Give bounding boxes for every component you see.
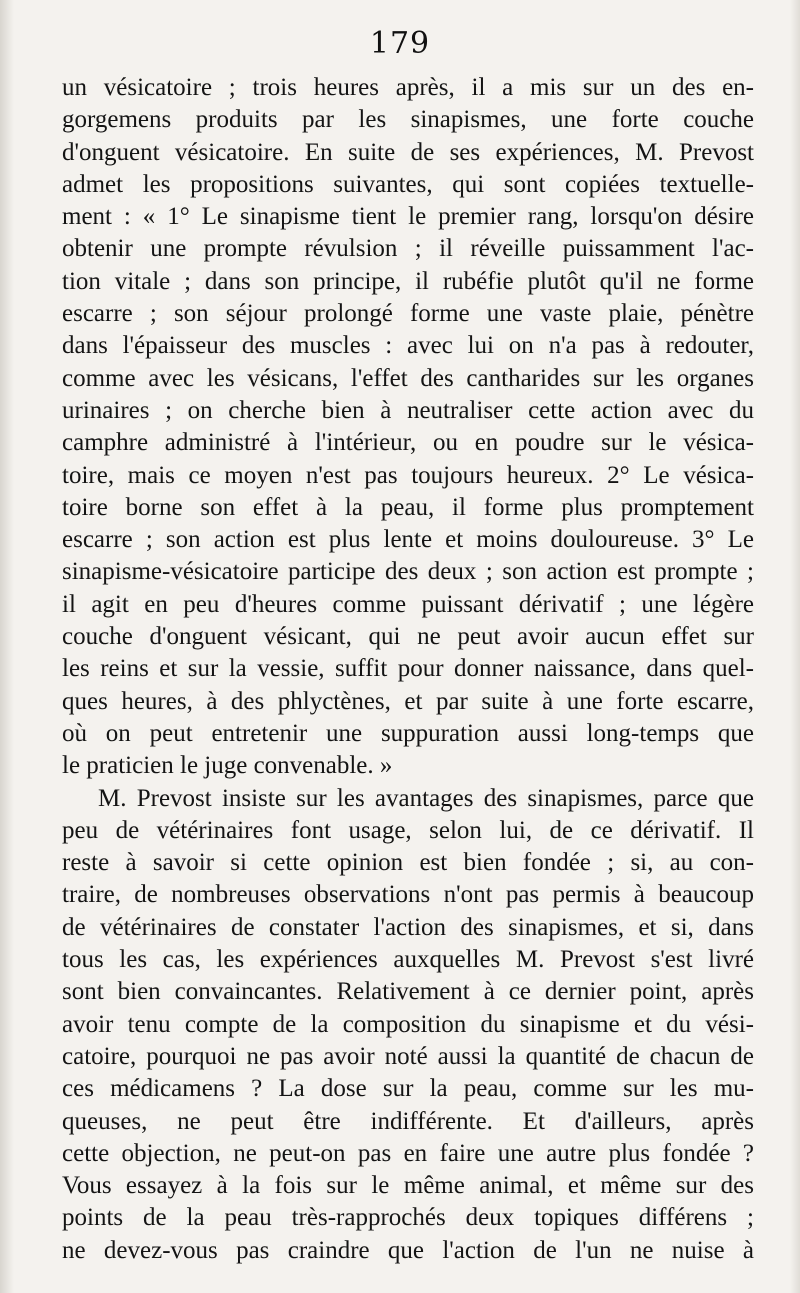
text-line: tous les cas, les expériences auxquelles M. Prevost s'est livré bbox=[62, 946, 754, 974]
text-line: couche d'onguent vésicant, qui ne peut avoir aucun effet sur bbox=[62, 623, 754, 651]
text-line: points de la peau très-rapprochés deux topiques différens ; bbox=[62, 1204, 754, 1232]
body-text bbox=[62, 72, 754, 1267]
text-line: tion vitale ; dans son principe, il rubéfie plutôt qu'il ne forme bbox=[62, 267, 754, 295]
page-number: 179 bbox=[369, 26, 431, 61]
text-line: il agit en peu d'heures comme puissant dérivatif ; une légère bbox=[62, 590, 754, 618]
text-line: admet les propositions suivantes, qui sont copiées textuelle- bbox=[62, 170, 754, 198]
page-left-shadow bbox=[0, 0, 14, 1293]
text-line: sont bien convaincantes. Relativement à ce dernier point, après bbox=[62, 978, 754, 1006]
text-line: comme avec les vésicans, l'effet des cantharides sur les organes bbox=[62, 364, 754, 392]
text-line: ne devez-vous pas craindre que l'action de l'un ne nuise à bbox=[62, 1236, 754, 1264]
text-line: ment : « 1° Le sinapisme tient le premier rang, lorsqu'on désire bbox=[62, 203, 754, 231]
text-line: dans l'épaisseur des muscles : avec lui on n'a pas à redouter, bbox=[62, 332, 754, 360]
text-line: toire borne son effet à la peau, il forme plus promptement bbox=[62, 493, 754, 521]
text-line: le praticien le juge convenable. » bbox=[62, 752, 393, 780]
text-line: ces médicamens ? La dose sur la peau, comme sur les mu- bbox=[62, 1075, 754, 1103]
text-line: M. Prevost insiste sur les avantages des sinapismes, parce que bbox=[98, 784, 754, 812]
text-line: traire, de nombreuses observations n'ont pas permis à beaucoup bbox=[62, 881, 754, 909]
text-line: où on peut entretenir une suppuration aussi long-temps que bbox=[62, 719, 754, 747]
text-line: sinapisme-vésicatoire participe des deux ; son action est prompte ; bbox=[62, 558, 754, 586]
text-line: escarre ; son séjour prolongé forme une vaste plaie, pénètre bbox=[62, 300, 754, 328]
page-right-shadow bbox=[790, 0, 800, 1293]
text-line: urinaires ; on cherche bien à neutraliser cette action avec du bbox=[62, 396, 754, 424]
text-line: escarre ; son action est plus lente et moins douloureuse. 3° Le bbox=[62, 526, 754, 554]
text-line: d'onguent vésicatoire. En suite de ses expériences, M. Prevost bbox=[62, 138, 754, 166]
text-line: toire, mais ce moyen n'est pas toujours heureux. 2° Le vésica- bbox=[62, 461, 754, 489]
text-line: camphre administré à l'intérieur, ou en poudre sur le vésica- bbox=[62, 429, 754, 457]
text-line: peu de vétérinaires font usage, selon lui, de ce dérivatif. Il bbox=[62, 816, 754, 844]
text-line: cette objection, ne peut-on pas en faire une autre plus fondée ? bbox=[62, 1139, 754, 1167]
text-line: ques heures, à des phlyctènes, et par suite à une forte escarre, bbox=[62, 687, 754, 715]
text-line: reste à savoir si cette opinion est bien fondée ; si, au con- bbox=[62, 849, 754, 877]
text-line: catoire, pourquoi ne pas avoir noté aussi la quantité de chacun de bbox=[62, 1042, 754, 1070]
text-line: gorgemens produits par les sinapismes, une forte couche bbox=[62, 106, 754, 134]
text-line: de vétérinaires de constater l'action des sinapismes, et si, dans bbox=[62, 913, 754, 941]
text-line: Vous essayez à la fois sur le même animal, et même sur des bbox=[62, 1172, 754, 1200]
text-line: un vésicatoire ; trois heures après, il a mis sur un des en- bbox=[62, 74, 754, 101]
text-line: avoir tenu compte de la composition du sinapisme et du vési- bbox=[62, 1010, 754, 1038]
text-line: obtenir une prompte révulsion ; il réveille puissamment l'ac- bbox=[62, 235, 754, 263]
text-line: les reins et sur la vessie, suffit pour donner naissance, dans quel- bbox=[62, 655, 754, 683]
text-line: queuses, ne peut être indifférente. Et d'ailleurs, après bbox=[62, 1107, 754, 1135]
